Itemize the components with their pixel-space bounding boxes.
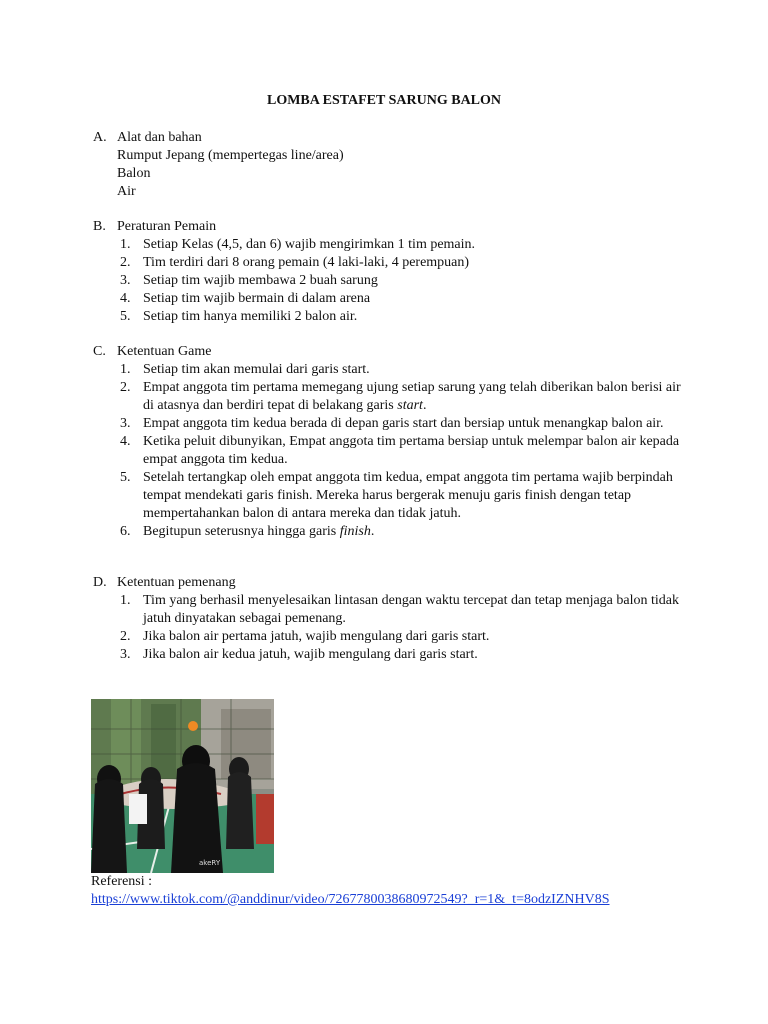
item-text: Tim terdiri dari 8 orang pemain (4 laki-laki, 4 perempuan) <box>143 255 470 270</box>
section-b <box>93 218 693 326</box>
section-a-letter: A. <box>93 130 107 145</box>
item-number: 2. <box>120 380 131 395</box>
section-d-letter: D. <box>93 575 107 590</box>
item-text: Setiap tim wajib membawa 2 buah sarung <box>143 273 378 288</box>
item-number: 2. <box>120 629 131 644</box>
list-item <box>93 646 693 664</box>
winner-rules-list <box>93 592 693 664</box>
item-text: Tim yang berhasil menyelesaikan lintasan dengan waktu tercepat dan tetap menjaga balon tidak jatuh dinyatakan sebagai pemenang. <box>143 593 679 626</box>
item-number: 1. <box>120 237 131 252</box>
item-emphasis: start <box>397 398 423 413</box>
item-text-tail: . <box>370 524 375 539</box>
section-c-letter: C. <box>93 344 106 359</box>
list-item <box>93 523 693 541</box>
item-number: 3. <box>120 273 131 288</box>
item-text: Ketika peluit dibunyikan, Empat anggota tim pertama bersiap untuk melempar balon air kepada empat anggota tim kedua. <box>143 434 680 467</box>
list-item <box>93 361 693 379</box>
section-d-title: Ketentuan pemenang <box>117 575 236 590</box>
item-number: 4. <box>120 291 131 306</box>
item-text: Empat anggota tim kedua berada di depan garis start dan bersiap untuk menangkap balon air. <box>143 416 664 431</box>
list-item <box>93 379 693 415</box>
item-number: 5. <box>120 470 131 485</box>
item-text: Setiap Kelas (4,5, dan 6) wajib mengirimkan 1 tim pemain. <box>143 237 476 252</box>
material-item: Rumput Jepang (mempertegas line/area) <box>117 148 344 163</box>
material-item: Balon <box>117 166 151 181</box>
item-number: 3. <box>120 647 131 662</box>
material-item: Air <box>117 184 136 199</box>
list-item <box>93 415 693 433</box>
item-text: Setelah tertangkap oleh empat anggota tim kedua, empat anggota tim pertama wajib berpindah tempat mendekati garis finish. Mereka harus bergerak menuju garis finish dengan tetap mempertahankan balon di antara mereka dan tidak jatuh. <box>143 470 673 521</box>
item-number: 5. <box>120 309 131 324</box>
section-a <box>93 129 693 201</box>
list-item <box>93 469 693 523</box>
game-rules-list <box>93 361 693 541</box>
reference-photo <box>91 699 274 873</box>
item-text: Jika balon air pertama jatuh, wajib mengulang dari garis start. <box>143 629 490 644</box>
section-a-title: Alat dan bahan <box>117 130 202 145</box>
section-c <box>93 343 693 541</box>
list-item <box>93 433 693 469</box>
item-number: 4. <box>120 434 131 449</box>
item-number: 1. <box>120 593 131 608</box>
list-item <box>93 290 693 308</box>
item-text: Jika balon air kedua jatuh, wajib mengulang dari garis start. <box>143 647 478 662</box>
item-text-tail: . <box>422 398 427 413</box>
photo-watermark: akeRY <box>199 859 221 867</box>
section-d <box>93 574 693 664</box>
item-emphasis: finish <box>339 524 371 539</box>
list-item <box>93 272 693 290</box>
item-text: Begitupun seterusnya hingga garis <box>143 524 340 539</box>
list-item <box>93 254 693 272</box>
item-number: 1. <box>120 362 131 377</box>
list-item <box>93 628 693 646</box>
item-number: 6. <box>120 524 131 539</box>
section-b-title: Peraturan Pemain <box>117 219 217 234</box>
materials-list <box>117 147 693 201</box>
item-text: Empat anggota tim pertama memegang ujung setiap sarung yang telah diberikan balon berisi air di atasnya dan berdiri tepat di belakang garis <box>143 380 681 413</box>
item-number: 2. <box>120 255 131 270</box>
list-item <box>93 236 693 254</box>
item-number: 3. <box>120 416 131 431</box>
section-c-title: Ketentuan Game <box>117 344 212 359</box>
list-item <box>93 592 693 628</box>
item-text: Setiap tim wajib bermain di dalam arena <box>143 291 371 306</box>
section-b-letter: B. <box>93 219 106 234</box>
player-rules-list <box>93 236 693 326</box>
list-item <box>93 308 693 326</box>
page-title: LOMBA ESTAFET SARUNG BALON <box>266 93 502 108</box>
reference-label: Referensi : <box>91 874 153 889</box>
reference-link[interactable]: https://www.tiktok.com/@anddinur/video/7267780038680972549?_r=1&_t=8odzIZNHV8S <box>91 892 610 907</box>
item-text: Setiap tim hanya memiliki 2 balon air. <box>143 309 358 324</box>
item-text: Setiap tim akan memulai dari garis start. <box>143 362 370 377</box>
